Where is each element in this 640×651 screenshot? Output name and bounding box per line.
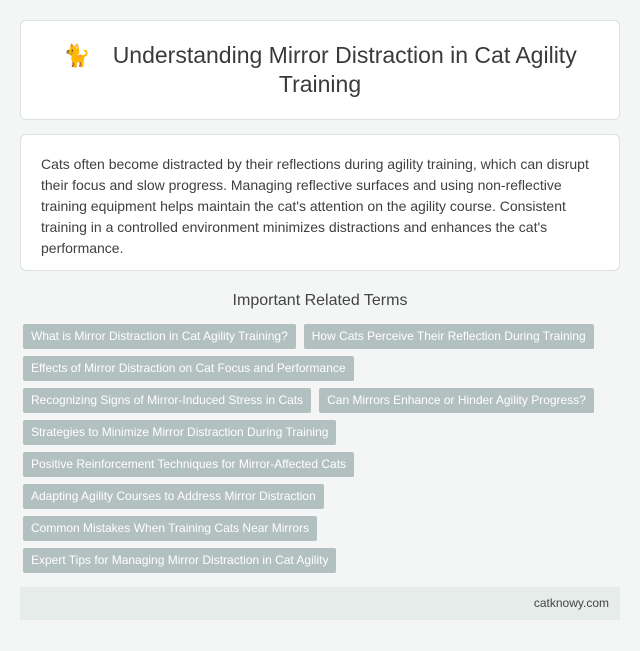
term-row [23,420,623,445]
related-terms-list [23,324,623,580]
footer [20,587,620,620]
term-row [23,548,623,573]
summary-text: Cats often become distracted by their reflections during agility training, which can disrupt their focus and slow progress. Managing reflective surfaces and using non-reflective training equipment helps maintain the cat's attention on the agility course. Consistent training in a controlled environment minimizes distractions and enhances the cat's performance. [41,156,589,256]
related-term-tag[interactable]: Effects of Mirror Distraction on Cat Focus and Performance [23,356,354,381]
title-card [20,20,620,120]
page-title-text: Understanding Mirror Distraction in Cat Agility Training [112,42,577,97]
related-term-tag[interactable]: How Cats Perceive Their Reflection During Training [304,324,594,349]
related-term-tag[interactable]: Recognizing Signs of Mirror-Induced Stress in Cats [23,388,311,413]
related-terms-heading: Important Related Terms [232,292,408,309]
term-row [23,452,623,477]
term-row [23,356,623,381]
cat-emoji-icon: 🐈 [63,43,91,68]
related-term-tag[interactable]: Expert Tips for Managing Mirror Distraction in Cat Agility [23,548,336,573]
term-row [23,484,623,509]
related-term-tag[interactable]: Strategies to Minimize Mirror Distraction During Training [23,420,336,445]
site-link[interactable]: catknowy.com [533,596,609,610]
summary-card [20,134,620,271]
term-row [23,324,623,349]
related-term-tag[interactable]: Adapting Agility Courses to Address Mirror Distraction [23,484,324,509]
related-term-tag[interactable]: Positive Reinforcement Techniques for Mirror-Affected Cats [23,452,354,477]
term-row [23,516,623,541]
related-term-tag[interactable]: Common Mistakes When Training Cats Near Mirrors [23,516,317,541]
term-row [23,388,623,413]
related-term-tag[interactable]: What is Mirror Distraction in Cat Agility Training? [23,324,296,349]
page-title [51,41,589,99]
related-term-tag[interactable]: Can Mirrors Enhance or Hinder Agility Progress? [319,388,594,413]
